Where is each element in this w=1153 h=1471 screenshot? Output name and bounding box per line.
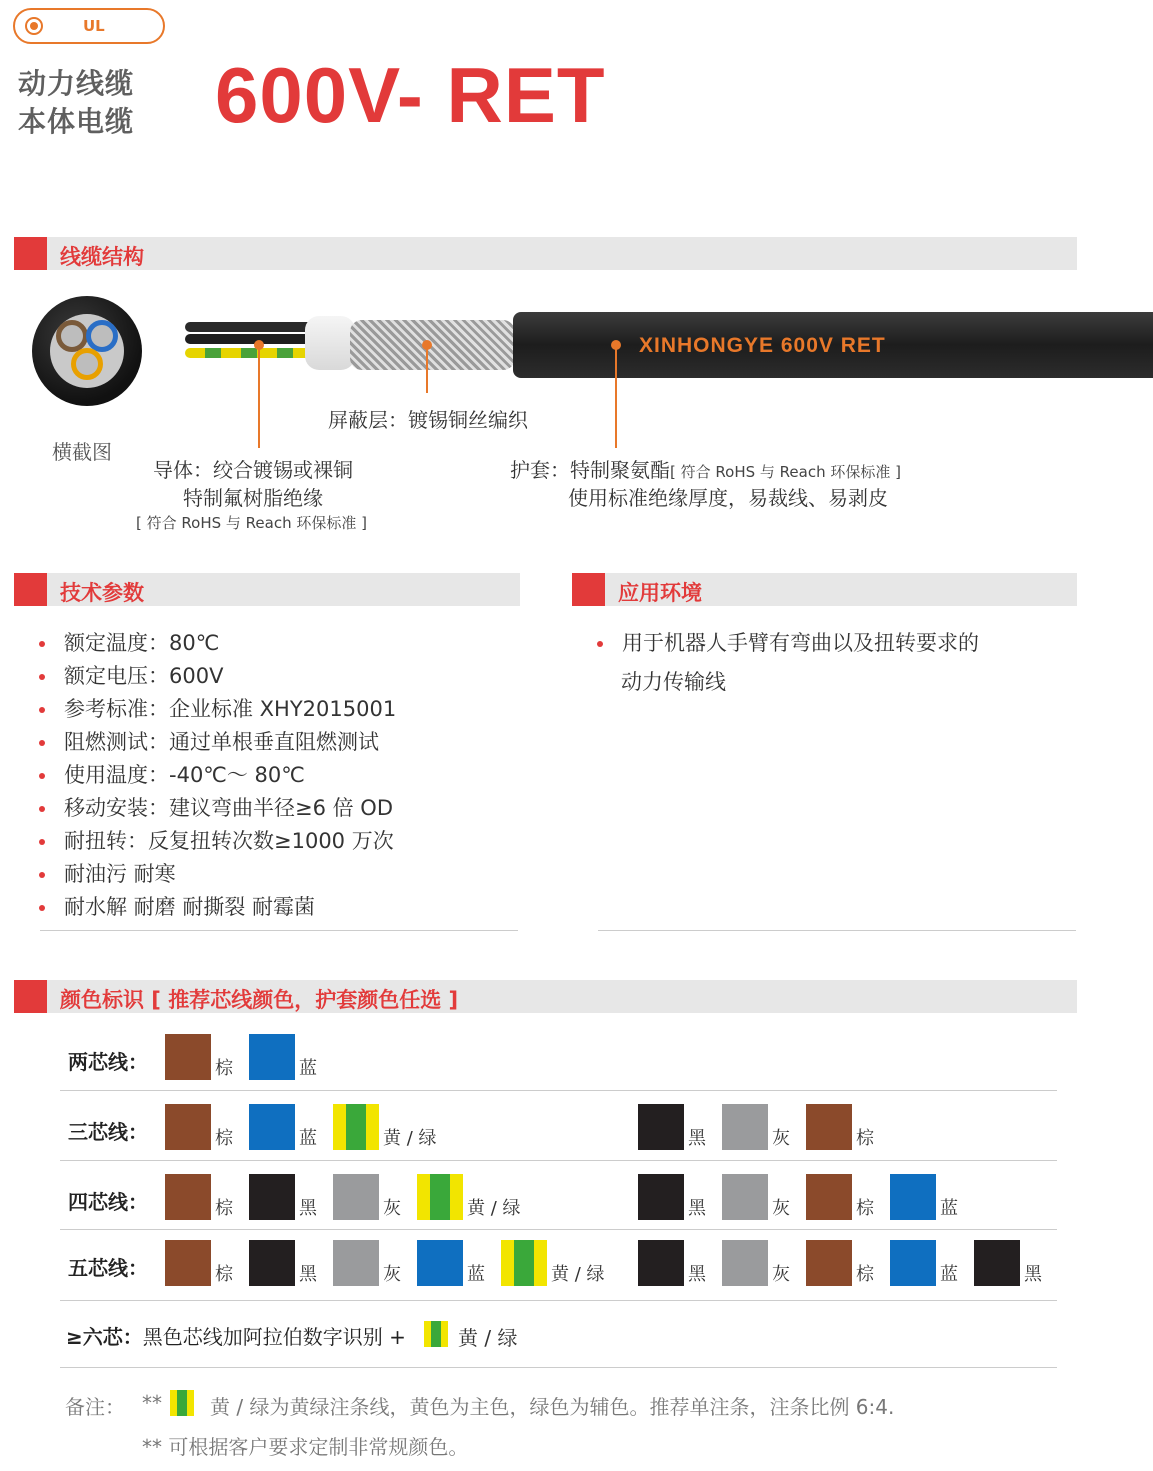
category-line-2: 本体电缆 <box>18 105 135 138</box>
shield-callout: 屏蔽层：镀锡铜丝编织 <box>328 408 528 432</box>
color-swatch <box>165 1174 211 1220</box>
color-swatch-label: 棕 <box>856 1264 874 1285</box>
color-swatch-label: 蓝 <box>299 1058 317 1079</box>
color-swatch <box>165 1034 211 1080</box>
color-swatch-label: 棕 <box>856 1128 874 1149</box>
cross-section-label: 横截图 <box>52 440 112 464</box>
color-row-label: 五芯线： <box>68 1256 148 1280</box>
yellow-green-swatch <box>424 1321 448 1347</box>
color-swatch-label: 黄 / 绿 <box>383 1128 437 1149</box>
list-item: 耐扭转：反复扭转次数≥1000 万次 <box>36 825 396 858</box>
color-swatch <box>249 1104 295 1150</box>
color-swatch <box>638 1240 684 1286</box>
leader-line-shield <box>426 345 428 393</box>
notes-line-1: 黄 / 绿为黄绿注条线，黄色为主色，绿色为辅色。推荐单注条，注条比例 6:4. <box>210 1395 895 1419</box>
category-line-1: 动力线缆 <box>18 67 135 100</box>
color-swatch-label: 黑 <box>299 1264 317 1285</box>
color-swatch <box>333 1104 379 1150</box>
color-swatch <box>806 1240 852 1286</box>
six-core-label: ≥六芯： <box>66 1325 143 1349</box>
conductor-callout-1: 导体：绞合镀锡或裸铜 <box>153 458 353 482</box>
divider <box>40 930 518 931</box>
color-swatch <box>165 1240 211 1286</box>
color-swatch-label: 蓝 <box>299 1128 317 1149</box>
color-swatch-label: 灰 <box>383 1264 401 1285</box>
section-title-structure: 线缆结构 <box>60 245 144 269</box>
color-swatch-label: 灰 <box>772 1264 790 1285</box>
color-row-label: 三芯线： <box>68 1120 148 1144</box>
color-row-label: 四芯线： <box>68 1190 148 1214</box>
foil-layer <box>305 316 355 370</box>
color-swatch <box>890 1240 936 1286</box>
color-swatch <box>638 1104 684 1150</box>
color-swatch <box>249 1034 295 1080</box>
section-header-tech <box>14 573 520 606</box>
list-item: 参考标准：企业标准 XHY2015001 <box>36 693 396 726</box>
list-item: 耐油污 耐寒 <box>36 858 396 891</box>
jacket-print: XINHONGYE 600V RET <box>639 334 886 357</box>
conductor-callout-3: [ 符合 RoHS 与 Reach 环保标准 ] <box>136 514 367 532</box>
color-swatch <box>806 1104 852 1150</box>
list-item: 额定电压：600V <box>36 660 396 693</box>
color-swatch-label: 棕 <box>215 1128 233 1149</box>
color-swatch <box>890 1174 936 1220</box>
six-core-row <box>66 1321 406 1350</box>
divider <box>60 1160 1057 1161</box>
color-swatch <box>501 1240 547 1286</box>
color-row-label: 两芯线： <box>68 1050 148 1074</box>
color-swatch <box>806 1174 852 1220</box>
core-brown <box>56 320 88 352</box>
divider <box>60 1090 1057 1091</box>
section-header-application <box>572 573 1077 606</box>
color-swatch-label: 黄 / 绿 <box>551 1264 605 1285</box>
color-swatch-label: 黑 <box>299 1198 317 1219</box>
color-swatch <box>417 1240 463 1286</box>
application-line-2: 动力传输线 <box>621 670 726 694</box>
sheath-callout-2: 使用标准绝缘厚度，易裁线、易剥皮 <box>568 486 888 510</box>
color-swatch <box>165 1104 211 1150</box>
list-item: 阻燃测试：通过单根垂直阻燃测试 <box>36 726 396 759</box>
color-swatch <box>249 1174 295 1220</box>
color-swatch-label: 灰 <box>772 1128 790 1149</box>
leader-line-conductor <box>258 345 260 448</box>
section-marker <box>572 573 605 606</box>
section-title-application: 应用环境 <box>618 581 702 605</box>
divider <box>598 930 1076 931</box>
product-title: 600V- RET <box>215 51 606 139</box>
list-item: 使用温度：-40℃～ 80℃ <box>36 759 396 792</box>
section-header-colors <box>14 980 1077 1013</box>
color-swatch <box>249 1240 295 1286</box>
color-swatch-label: 黑 <box>688 1264 706 1285</box>
notes-line-2: ** 可根据客户要求定制非常规颜色。 <box>142 1435 469 1459</box>
section-marker <box>14 573 47 606</box>
divider <box>60 1229 1057 1230</box>
color-swatch-label: 黑 <box>688 1198 706 1219</box>
core-yellow <box>71 348 103 380</box>
color-swatch-label: 蓝 <box>940 1198 958 1219</box>
leader-line-sheath <box>615 345 617 448</box>
target-icon <box>25 17 43 35</box>
tech-list <box>36 627 396 924</box>
section-header-structure <box>14 237 1077 270</box>
list-item: 耐水解 耐磨 耐撕裂 耐霉菌 <box>36 891 396 924</box>
color-swatch-label: 黄 / 绿 <box>467 1198 521 1219</box>
braid-shield <box>350 320 515 370</box>
divider <box>60 1300 1057 1301</box>
color-swatch-label: 蓝 <box>940 1264 958 1285</box>
color-swatch <box>417 1174 463 1220</box>
cable-jacket <box>513 312 1153 378</box>
color-swatch <box>722 1104 768 1150</box>
conductor-callout-2: 特制氟树脂绝缘 <box>183 486 323 510</box>
color-swatch-label: 灰 <box>383 1198 401 1219</box>
color-swatch-label: 棕 <box>215 1198 233 1219</box>
color-swatch-label: 黑 <box>688 1128 706 1149</box>
list-item: 移动安装：建议弯曲半径≥6 倍 OD <box>36 792 396 825</box>
color-swatch <box>722 1240 768 1286</box>
cable-image <box>185 310 1153 380</box>
sheath-callout-1 <box>510 454 901 483</box>
color-swatch-label: 棕 <box>856 1198 874 1219</box>
six-core-yg-label: 黄 / 绿 <box>458 1326 518 1350</box>
cross-section-image <box>32 296 142 406</box>
list-item: 用于机器人手臂有弯曲以及扭转要求的 <box>594 627 979 660</box>
color-swatch <box>974 1240 1020 1286</box>
notes-label: 备注： <box>65 1395 125 1419</box>
sheath-callout-small: [ 符合 RoHS 与 Reach 环保标准 ] <box>670 463 901 481</box>
yellow-green-swatch <box>170 1390 194 1416</box>
color-swatch <box>638 1174 684 1220</box>
color-swatch-label: 蓝 <box>467 1264 485 1285</box>
color-swatch <box>722 1174 768 1220</box>
badge-label: UL <box>83 17 105 35</box>
color-swatch-label: 黑 <box>1024 1264 1042 1285</box>
six-core-text: 黑色芯线加阿拉伯数字识别 + <box>142 1325 406 1349</box>
section-marker <box>14 237 47 270</box>
color-swatch <box>333 1240 379 1286</box>
divider <box>60 1367 1057 1368</box>
ul-badge <box>13 8 165 44</box>
section-title-tech: 技术参数 <box>60 581 144 605</box>
color-swatch-label: 棕 <box>215 1058 233 1079</box>
color-swatch-label: 棕 <box>215 1264 233 1285</box>
color-swatch <box>333 1174 379 1220</box>
section-marker <box>14 980 47 1013</box>
color-swatch-label: 灰 <box>772 1198 790 1219</box>
application-list <box>594 627 979 660</box>
core-blue <box>86 320 118 352</box>
notes-prefix: ** <box>142 1391 162 1415</box>
sheath-callout-main: 护套：特制聚氨酯 <box>510 458 670 482</box>
list-item: 额定温度：80℃ <box>36 627 396 660</box>
section-title-colors: 颜色标识 [ 推荐芯线颜色，护套颜色任选 ] <box>60 988 459 1012</box>
